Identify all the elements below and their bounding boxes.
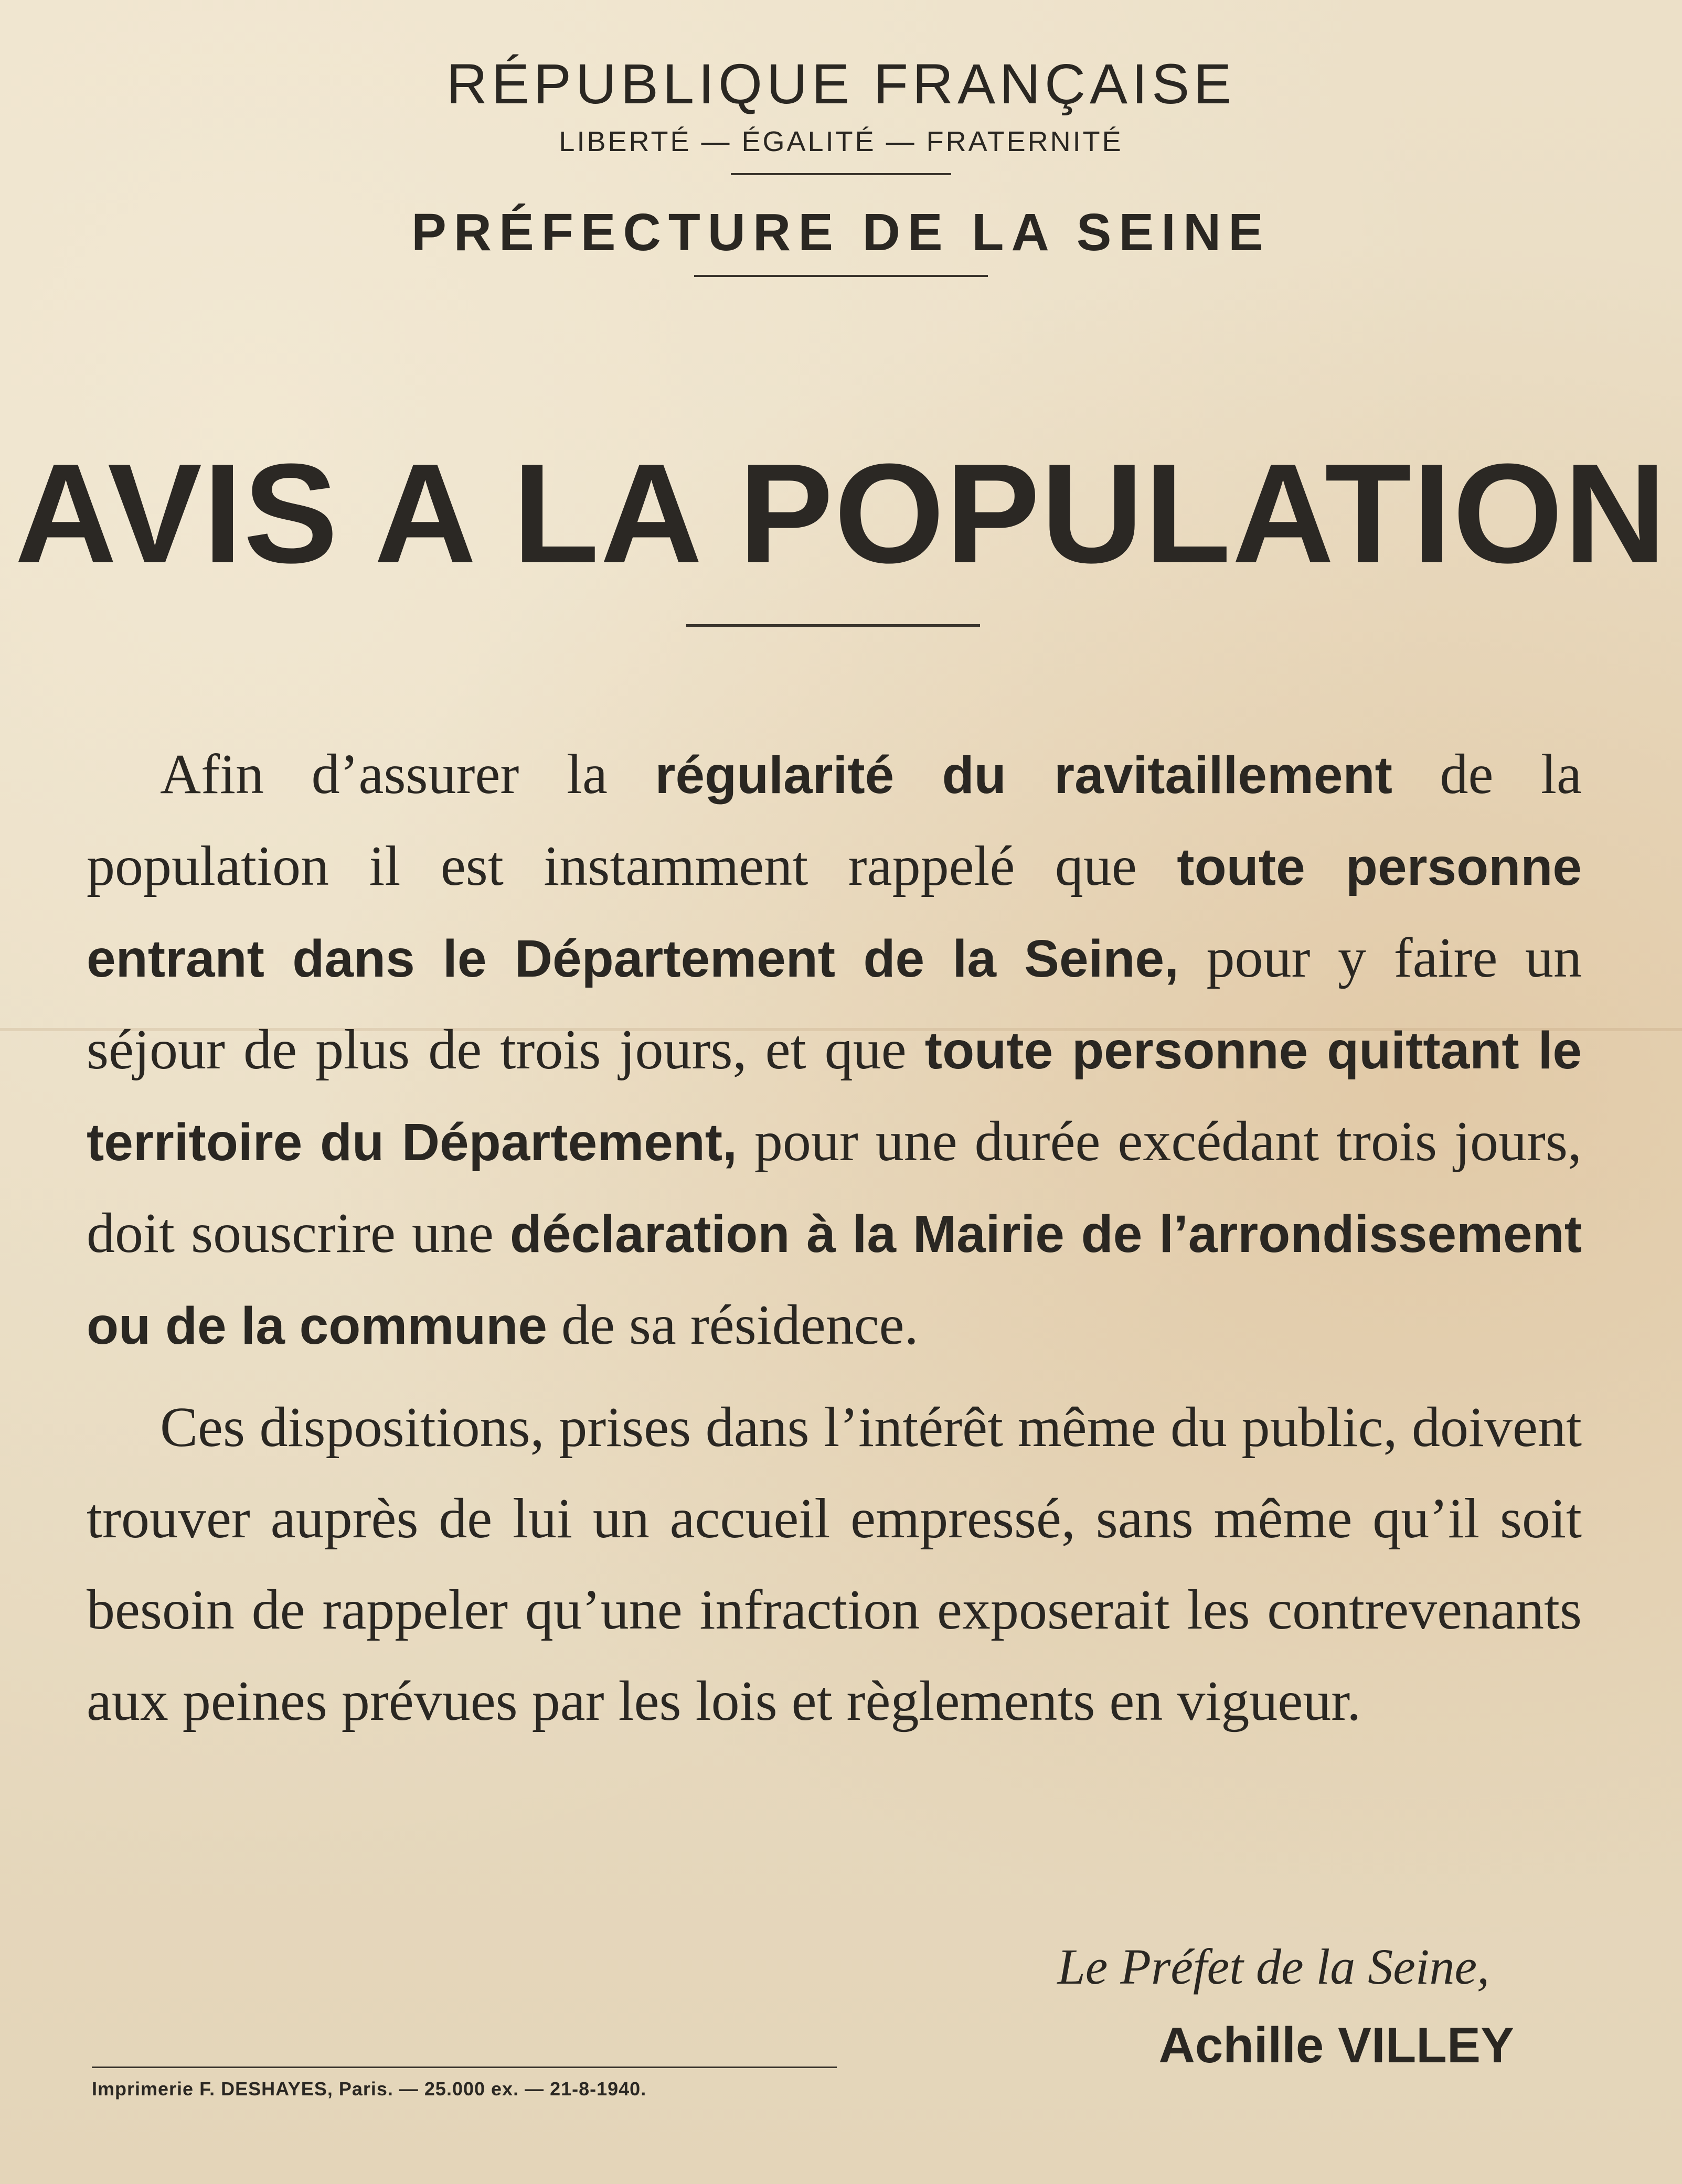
prefecture-heading: PRÉFECTURE DE LA SEINE	[411, 203, 1271, 262]
paragraph-1-text-5: de sa résidence.	[547, 1294, 919, 1356]
notice-title: AVIS A LA POPULATION	[14, 435, 1667, 593]
paragraph-1-text-3: pour y faire un séjour de plus de trois jours, et que	[87, 927, 1582, 1081]
header	[0, 47, 1682, 277]
title-divider	[686, 624, 980, 627]
prefecture-divider	[694, 275, 988, 277]
paragraph-1-text-4: pour une durée excédant trois jours, doit souscrire une	[87, 1110, 1582, 1265]
signature-role: Le Préfet de la Seine,	[1057, 1939, 1490, 1995]
imprint-divider	[92, 2067, 837, 2068]
paragraph-1-text-1: Afin d’assurer la	[160, 743, 655, 806]
republic-heading: RÉPUBLIQUE FRANÇAISE	[446, 52, 1236, 115]
paragraph-1	[87, 729, 1582, 1372]
motto: LIBERTÉ — ÉGALITÉ — FRATERNITÉ	[559, 126, 1123, 157]
paragraph-1-bold-2: toute personne entrant dans le Département de la Seine,	[87, 838, 1582, 988]
notice-body	[87, 729, 1582, 1747]
paragraph-1-bold-3: toute personne quittant le territoire du Département,	[87, 1021, 1582, 1172]
signature-block	[1033, 1930, 1514, 2082]
printer-imprint: Imprimerie F. DESHAYES, Paris. — 25.000 ex. — 21-8-1940.	[92, 2078, 647, 2100]
paragraph-1-text-2: de la population il est instamment rappelé que	[87, 743, 1582, 897]
paragraph-1-bold-4: déclaration à la Mairie de l’arrondissement ou de la commune	[87, 1205, 1582, 1355]
paragraph-2: Ces dispositions, prises dans l’intérêt même du public, doivent trouver auprès de lui un accueil empressé, sans même qu’il soit besoin de rappeler qu’une infraction exposerait les contrevenants aux peines prévues par les lois et règlements en vigueur.	[87, 1396, 1582, 1732]
paragraph-1-bold-1: régularité du ravitaillement	[655, 746, 1392, 805]
header-divider	[731, 173, 951, 175]
signature-name: Achille VILLEY	[1158, 2017, 1514, 2073]
